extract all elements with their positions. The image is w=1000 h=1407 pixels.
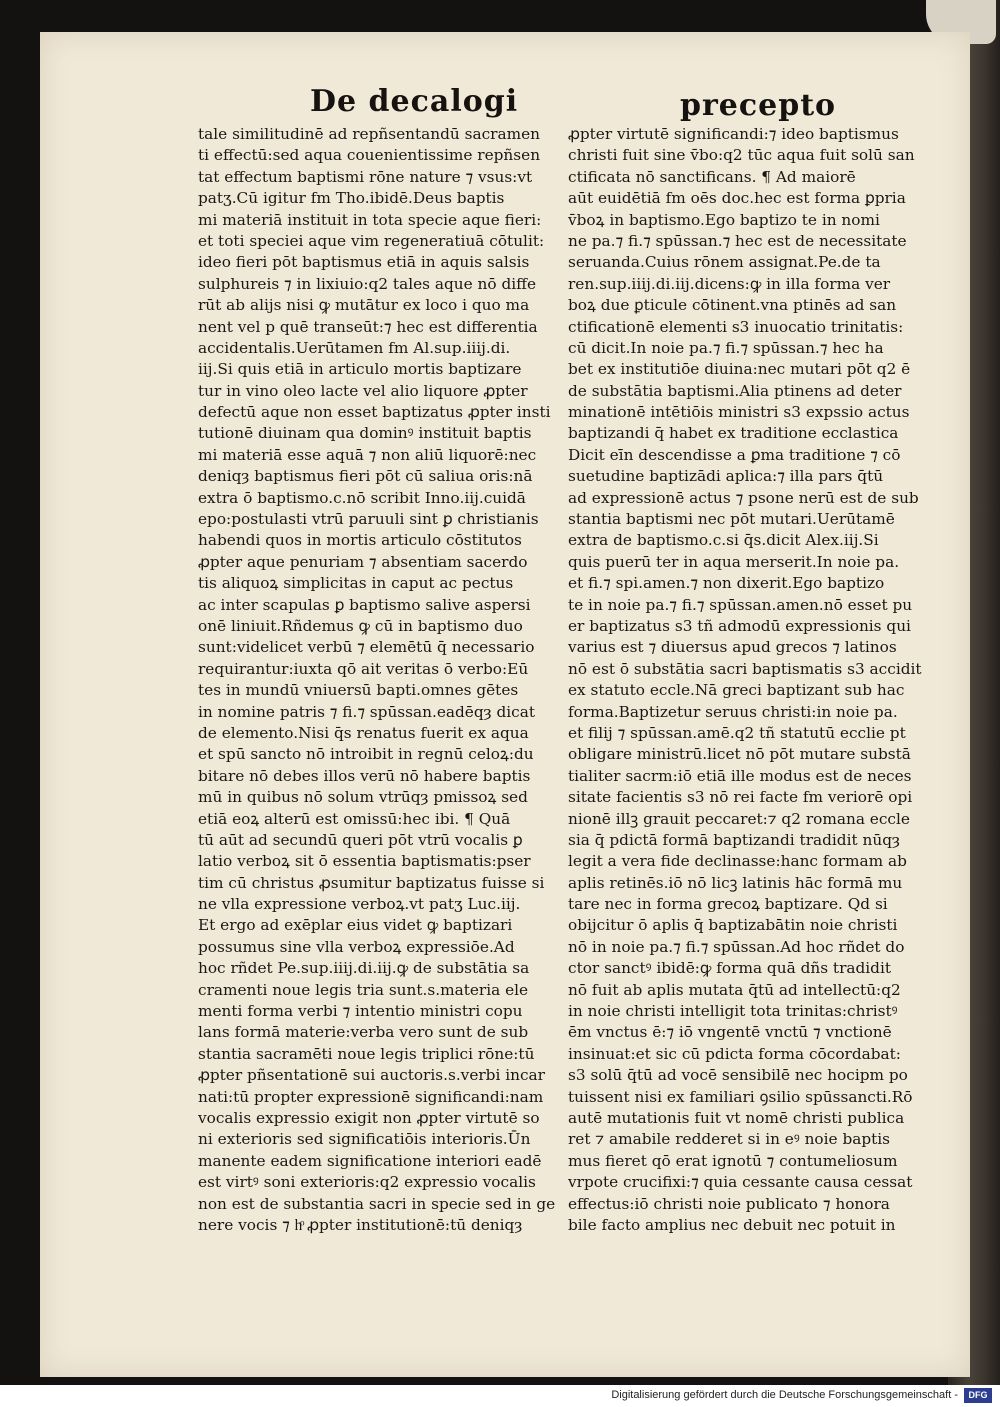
text-line: in noie christi intelligit tota trinitas:christꝰ — [568, 1002, 898, 1021]
text-line: ctificationē elementi s3 inuocatio trinitatis: — [568, 317, 904, 336]
text-line: tes in mundū vniuersū bapti.omnes gētes — [198, 681, 519, 700]
text-line: boꝝ due ꝑticule cōtinent.vna ptinēs ad san — [568, 296, 897, 315]
text-line: ctor sanctꝰ ibidē:ꝙ forma quā dñs tradidit — [568, 959, 892, 978]
text-line: et fi.⁊ spi.amen.⁊ non dixerit.Ego baptizo — [568, 574, 885, 593]
text-line: ad expressionē actus ⁊ psone nerū est de sub — [568, 488, 919, 507]
text-line: Et ergo ad exēplar eius videt ꝙ baptizari — [198, 916, 513, 935]
text-line: suetudine baptizādi aplica:⁊ illa pars q̄tū — [568, 467, 884, 486]
header-right-title: precepto — [680, 88, 837, 123]
text-line: mi materiā instituit in tota specie aque fieri: — [198, 210, 542, 229]
text-line: et filij ⁊ spūssan.amē.q2 tñ statutū ecclie pt — [568, 723, 906, 742]
text-line: iij.Si quis etiā in articulo mortis baptizare — [198, 360, 522, 379]
text-line: ex statuto eccle.Nā greci baptizant sub hac — [568, 681, 905, 700]
text-line: ren.sup.iiij.di.iij.dicens:ꝙ in illa forma ver — [568, 274, 891, 293]
header-left-title: De decalogi — [310, 84, 519, 119]
text-line: ne pa.⁊ fi.⁊ spūssan.⁊ hec est de necessitate — [568, 231, 907, 250]
text-line: nent vel p quē transeūt:⁊ hec est differentia — [198, 317, 538, 336]
text-line: requirantur:iuxta qō ait veritas ō verbo:Eū — [198, 659, 529, 678]
text-line: menti forma verbi ⁊ intentio ministri copu — [198, 1002, 523, 1021]
text-line: stantia baptismi nec pōt mutari.Uerūtamē — [568, 510, 895, 529]
text-line: tur in vino oleo lacte vel alio liquore ꝓpter — [198, 381, 528, 400]
text-line: sia q̄ pdictā formā baptizandi tradidit nūqȝ — [568, 830, 900, 849]
text-line: bile facto amplius nec debuit nec potuit in — [568, 1215, 896, 1234]
text-line: aūt euidētiā fm oēs doc.hec est forma ꝑpria — [568, 189, 906, 208]
text-line: s3 solū q̄tū ad vocē sensibilē nec hocipm po — [568, 1066, 908, 1085]
text-line: tuissent nisi ex familiari ꝯsilio spūssancti.Rō — [568, 1087, 913, 1106]
text-line: etiā eoꝝ alterū est omissū:hec ibi. ¶ Quā — [198, 809, 511, 828]
text-line: bitare nō debes illos verū nō habere baptis — [198, 766, 531, 785]
text-line: hoc rñdet Pe.sup.iiij.di.iij.ꝙ de substātia sa — [198, 959, 530, 978]
text-line: te in noie pa.⁊ fi.⁊ spūssan.amen.nō esset pu — [568, 595, 913, 614]
text-line: ac inter scapulas ꝑ baptismo salive aspersi — [198, 595, 531, 614]
text-line: nere vocis ⁊ hͦ ꝓpter institutionē:tū deniqȝ — [198, 1215, 523, 1234]
text-line: seruanda.Cuius rōnem assignat.Pe.de ta — [568, 253, 881, 272]
text-line: ctificata nō sanctificans. ¶ Ad maiorē — [568, 167, 856, 186]
text-line: patʒ.Cū igitur fm Tho.ibidē.Deus baptis — [198, 189, 505, 208]
text-line: mū in quibus nō solum vtrūqȝ pmissoꝝ sed — [198, 788, 528, 807]
text-line: tialiter sacrm:iō etiā ille modus est de neces — [568, 766, 912, 785]
text-line: vrpote crucifixi:⁊ quia cessante causa cessat — [568, 1173, 913, 1192]
text-line: er baptizatus s3 tñ admodū expressionis qui — [568, 616, 911, 635]
text-line: manente eadem significatione interiori eadē — [198, 1151, 542, 1170]
text-line: quis puerū ter in aqua merserit.In noie pa. — [568, 552, 900, 571]
text-line: nō fuit ab aplis mutata q̄tū ad intellectū:q2 — [568, 980, 901, 999]
text-line: insinuat:et sic cū pdicta forma cōcordabat: — [568, 1044, 901, 1063]
text-line: non est de substantia sacri in specie sed in ge — [198, 1194, 556, 1213]
text-line: deniqȝ baptismus fieri pōt cū saliua oris:nā — [198, 467, 533, 486]
text-line: tale similitudinē ad repñsentandū sacramen — [198, 125, 540, 143]
text-line: bet ex institutiōe diuina:nec mutari pōt q2 ē — [568, 360, 911, 379]
text-line: stantia sacramēti noue legis triplici rōne:tū — [198, 1044, 535, 1063]
text-line: v̄boꝝ in baptismo.Ego baptizo te in nomi — [568, 210, 880, 229]
text-line: in nomine patris ⁊ fi.⁊ spūssan.eadēqȝ dicat — [198, 702, 536, 721]
text-line: extra ō baptismo.c.nō scribit Inno.iij.cuidā — [198, 488, 526, 507]
text-line: cū dicit.In noie pa.⁊ fi.⁊ spūssan.⁊ hec ha — [568, 338, 884, 357]
text-line: ideo fieri pōt baptismus etiā in aquis salsis — [198, 253, 530, 272]
text-line: vocalis expressio exigit non ꝓpter virtutē so — [198, 1108, 540, 1127]
text-line: rūt ab alijs nisi ꝙ mutātur ex loco i quo ma — [198, 296, 530, 315]
text-line: lans formā materie:verba vero sunt de sub — [198, 1023, 529, 1042]
text-line: ꝓpter virtutē significandi:⁊ ideo baptismus — [568, 125, 899, 143]
text-line: accidentalis.Uerūtamen fm Al.sup.iiij.di. — [198, 338, 511, 357]
text-line: epo:postulasti vtrū paruuli sint ꝑ christianis — [198, 510, 539, 529]
text-line: legit a vera fide declinasse:hanc formam ab — [568, 852, 907, 871]
text-line: habendi quos in mortis articulo cōstitutos — [198, 531, 522, 550]
text-line: aplis retinēs.iō nō licꝫ latinis hāc formā mu — [568, 873, 903, 892]
text-line: tat effectum baptismi rōne nature ⁊ vsus:vt — [198, 167, 533, 186]
text-line: obijcitur ō aplis q̄ baptizabātin noie christi — [568, 916, 898, 935]
text-line: de substātia baptismi.Alia ptinens ad deter — [568, 381, 902, 400]
book-page — [40, 32, 970, 1377]
text-line: tim cū christus ꝓsumitur baptizatus fuisse si — [198, 873, 545, 892]
text-line: sulphureis ⁊ in lixiuio:q2 tales aque nō diffe — [198, 274, 537, 293]
text-line: latio verboꝝ sit ō essentia baptismatis:pser — [198, 852, 531, 871]
text-line: baptizandi q̄ habet ex traditione ecclastica — [568, 424, 899, 443]
text-line: defectū aque non esset baptizatus ꝓpter insti — [198, 403, 551, 422]
text-line: varius est ⁊ diuersus apud grecos ⁊ latinos — [568, 638, 897, 657]
text-line: possumus sine vlla verboꝝ expressiōe.Ad — [198, 937, 515, 956]
text-line: ēm vnctus ē:⁊ iō vngentē vnctū ⁊ vnctionē — [568, 1023, 892, 1042]
text-line: sitate facientis s3 nō rei facte fm veriorē opi — [568, 788, 913, 807]
text-line: forma.Baptizetur seruus christi:in noie pa. — [568, 702, 898, 721]
text-line: ne vlla expressione verboꝝ.vt patʒ Luc.iij. — [198, 895, 521, 914]
text-line: de elemento.Nisi q̄s renatus fuerit ex aqua — [198, 723, 529, 742]
text-line: ret ⁊ amabile redderet si in eꝰ noie baptis — [568, 1130, 891, 1149]
text-line: mi materiā esse aquā ⁊ non aliū liquorē:nec — [198, 445, 537, 464]
dfg-logo: DFG — [964, 1388, 992, 1403]
text-line: extra de baptismo.c.si q̄s.dicit Alex.iij.Si — [568, 531, 879, 550]
text-line: et spū sancto nō introibit in regnū celoꝝ:du — [198, 745, 534, 764]
text-line: tis aliquoꝝ simplicitas in caput ac pectus — [198, 574, 514, 593]
text-line: effectus:iō christi noie publicato ⁊ honora — [568, 1194, 890, 1213]
text-line: tutionē diuinam qua dominꝰ instituit baptis — [198, 424, 532, 443]
text-line: christi fuit sine v̄bo:q2 tūc aqua fuit solū san — [568, 146, 915, 165]
text-line: nō est ō substātia sacri baptismatis s3 accidit — [568, 659, 922, 678]
text-line: mus fieret qō erat ignotū ⁊ contumeliosum — [568, 1151, 898, 1170]
footer-credit: Digitalisierung gefördert durch die Deutsche Forschungsgemeinschaft - — [611, 1389, 958, 1401]
text-line: Dicit eīn descendisse a ꝑma traditione ⁊ cō — [568, 445, 901, 464]
text-line: minationē intētiōis ministri s3 expssio actus — [568, 403, 910, 422]
text-line: sunt:videlicet verbū ⁊ elemētū q̄ necessario — [198, 638, 535, 657]
text-line: nati:tū propter expressionē significandi:nam — [198, 1087, 544, 1106]
text-line: et toti speciei aque vim regeneratiuā cōtulit: — [198, 231, 545, 250]
text-line: tare nec in forma grecoꝝ baptizare. Qd si — [568, 895, 888, 914]
text-line: cramenti noue legis tria sunt.s.materia ele — [198, 980, 529, 999]
text-line: obligare ministrū.licet nō pōt mutare substā — [568, 745, 911, 764]
footer-bar — [0, 1385, 1000, 1407]
text-line: ni exterioris sed significatiōis interioris.Ūn — [198, 1130, 531, 1149]
text-column-left — [198, 124, 588, 1236]
text-column-right — [568, 124, 958, 1236]
text-line: ꝓpter aque penuriam ⁊ absentiam sacerdo — [198, 552, 528, 571]
text-line: tū aūt ad secundū queri pōt vtrū vocalis ꝑ — [198, 830, 523, 849]
text-line: onē liniuit.Rñdemus ꝙ cū in baptismo duo — [198, 616, 523, 635]
text-line: ꝓpter pñsentationē sui auctoris.s.verbi incar — [198, 1066, 545, 1085]
text-line: est virtꝰ soni exterioris:q2 expressio vocalis — [198, 1173, 536, 1192]
text-line: nō in noie pa.⁊ fi.⁊ spūssan.Ad hoc rñdet do — [568, 937, 905, 956]
text-line: autē mutationis fuit vt nomē christi publica — [568, 1108, 905, 1127]
text-line: nionē illꝫ grauit peccaret:⁊ q2 romana eccle — [568, 809, 910, 828]
text-line: ti effectū:sed aqua couenientissime repñsen — [198, 146, 541, 165]
